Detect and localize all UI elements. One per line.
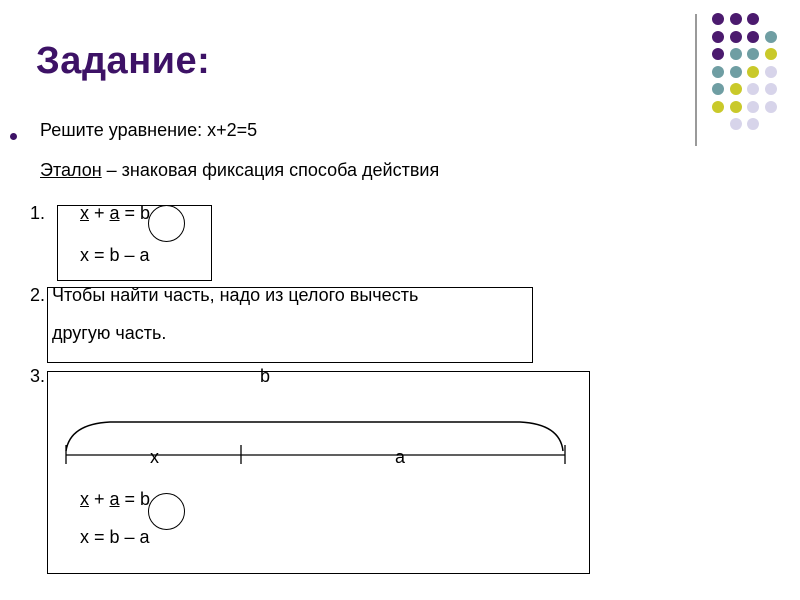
etalon-word: Эталон: [40, 160, 102, 180]
item1-eq-plus: +: [89, 203, 110, 223]
item3-a-label: а: [395, 447, 406, 467]
item2-line-2: другую часть.: [52, 323, 167, 343]
item1-equation-2: х = b – а: [80, 245, 150, 265]
item3-eq-rest: = b: [119, 489, 151, 509]
item3-eq-x: х: [80, 489, 89, 509]
item2-line-1: Чтобы найти часть, надо из целого вычесть: [52, 285, 419, 305]
brace-arc: [66, 422, 563, 451]
slide-title: Задание:: [36, 40, 211, 82]
item1-eq-rest: = b: [119, 203, 151, 223]
item3-b-label: b: [260, 366, 271, 386]
item1-eq-a: а: [109, 203, 120, 223]
item2-number: 2.: [30, 285, 46, 305]
task-line: Решите уравнение: х+2=5: [40, 120, 258, 140]
item3-equation-2: х = b – а: [80, 527, 150, 547]
item3-equation-1: [80, 489, 150, 510]
item3-eq-a: а: [109, 489, 120, 509]
item1-eq-x: х: [80, 203, 89, 223]
etalon-definition: – знаковая фиксация способа действия: [101, 160, 440, 180]
item1-number: 1.: [30, 203, 46, 223]
item3-eq-plus: +: [89, 489, 110, 509]
item3-x-label: х: [150, 447, 159, 467]
item3-circle: [148, 493, 185, 530]
item3-number: 3.: [30, 366, 46, 386]
